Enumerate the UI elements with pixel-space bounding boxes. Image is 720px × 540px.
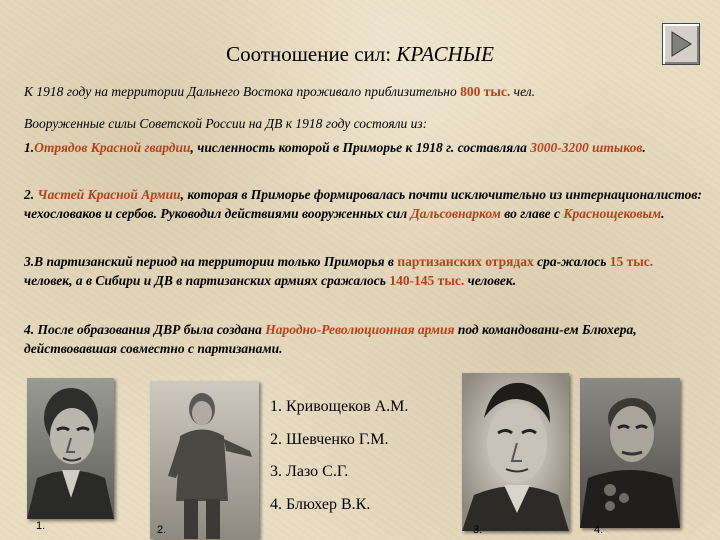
text: . [642, 140, 646, 155]
highlight-krasnoshchekov: Краснощековым [563, 206, 662, 221]
portrait-photo-1 [27, 378, 114, 519]
portrait-photo-2 [150, 381, 259, 539]
highlight-140k: 140-145 тыс. [389, 273, 465, 288]
highlight-population: 800 тыс. [460, 84, 511, 99]
text: , численность которой в Приморье к 1918 г. составляла [190, 140, 531, 155]
highlight-bayonets: 3000-3200 штыков [530, 140, 643, 155]
portrait-photo-4 [580, 378, 680, 528]
photo-caption-3: 3. [473, 524, 483, 536]
highlight-red-guard: Отрядов Красной гвардии [34, 140, 191, 155]
photo-caption-1: 1. [36, 520, 46, 532]
title-emphasis: КРАСНЫЕ [396, 42, 494, 66]
text: человек, а в Сибири и ДВ в партизанских армиях сражалось [24, 273, 390, 288]
slide-title [0, 42, 720, 67]
text: во главе с [500, 206, 564, 221]
paragraph-forces-intro [24, 114, 704, 133]
text: К 1918 году на территории Дальнего Востока проживало приблизительно [24, 84, 461, 99]
legend-item-3: 3. Лазо С.Г. [270, 463, 349, 480]
legend-item-2: 2. Шевченко Г.М. [270, 431, 389, 448]
text: . [661, 206, 665, 221]
photo-caption-2: 2. [157, 524, 167, 536]
title-text: Соотношение сил: [226, 42, 397, 66]
paragraph-partisans [24, 252, 704, 290]
item-number: 1. [24, 140, 35, 155]
text: под командовани-ем Блюхера, действовавшая совместно с партизанами. [24, 322, 637, 356]
legend-item-4: 4. Блюхер В.К. [270, 496, 371, 513]
text: , которая в Приморье формировалась почти исключительно из интернационалистов: чехословаков и сербов. Руководил действиями вооруженных сил [24, 187, 702, 221]
highlight-partisan-units: партизанских отрядах [397, 254, 534, 269]
text: сра-жалось [533, 254, 610, 269]
text: 4. После образования ДВР была создана [24, 322, 266, 337]
paragraph-nra [24, 320, 704, 358]
photo-caption-4: 4. [594, 524, 604, 536]
play-triangle-icon [670, 31, 692, 57]
text: Вооруженные силы Советской России на ДВ к 1918 году состояли из: [24, 116, 428, 131]
legend-item-1: 1. Кривощеков А.М. [270, 398, 409, 415]
text: 3.В партизанский период на территории только Приморья в [24, 254, 398, 269]
highlight-red-army: Частей Красной Армии [37, 187, 181, 202]
next-slide-button[interactable] [662, 23, 700, 65]
highlight-nra: Народно-Революционная армия [265, 322, 455, 337]
text: человек. [464, 273, 517, 288]
item-number: 2. [24, 187, 38, 202]
highlight-15k: 15 тыс. [609, 254, 654, 269]
highlight-dalsovnarkom: Дальсовнарком [410, 206, 501, 221]
paragraph-population [24, 82, 704, 101]
paragraph-red-army [24, 185, 704, 223]
text: чел. [510, 84, 535, 99]
paragraph-red-guard [24, 138, 704, 157]
portrait-photo-3 [462, 373, 569, 531]
